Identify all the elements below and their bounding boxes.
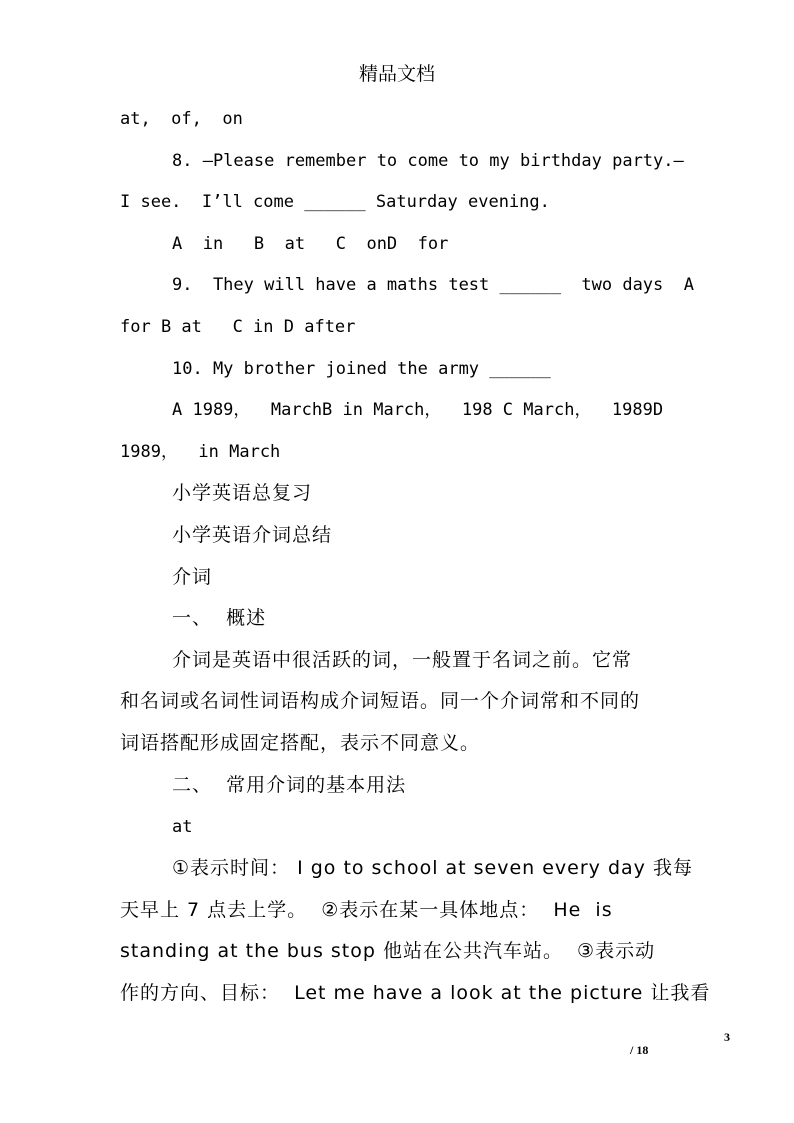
- heading-basic-usage: 二、 常用介词的基本用法: [172, 774, 407, 796]
- text-line-2: 8. –Please remember to come to my birthday party.–: [172, 151, 684, 171]
- heading-overview: 一、 概述: [172, 607, 267, 629]
- page-header-title: 精品文档: [358, 63, 435, 85]
- paragraph-line-2: 和名词或名词性词语构成介词短语。同一个介词常和不同的: [120, 690, 641, 712]
- text-line-7: 10. My brother joined the army ______: [172, 359, 551, 379]
- usage-line-1: ①表示时间： I go to school at seven every day 我每: [172, 857, 693, 879]
- text-line-4: A in B at C onD for: [172, 234, 449, 254]
- paragraph-line-3: 词语搭配形成固定搭配，表示不同意义。: [120, 732, 481, 754]
- text-line-5: 9. They will have a maths test ______ two days A: [172, 275, 694, 295]
- text-line-3: I see. I’ll come ______ Saturday evening.: [120, 192, 550, 212]
- section-title-prepositions: 介词: [172, 566, 213, 588]
- section-title-review: 小学英语总复习: [172, 482, 313, 504]
- text-line-6: for B at C in D after: [120, 317, 356, 337]
- paragraph-line-1: 介词是英语中很活跃的词，一般置于名词之前。它常: [172, 649, 633, 671]
- section-title-summary: 小学英语介词总结: [172, 524, 333, 546]
- text-line-8: A 1989， MarchB in March， 198 C March， 1989D: [172, 400, 664, 420]
- text-line-9: 1989， in March: [120, 442, 281, 462]
- page-total: / 18: [630, 1043, 649, 1057]
- page-number: 3: [724, 1030, 730, 1044]
- usage-line-4: 作的方向、目标： Let me have a look at the picture 让我看: [120, 982, 711, 1004]
- usage-line-3: standing at the bus stop 他站在公共汽车站。 ③表示动: [120, 940, 656, 962]
- text-line-1: at, of, on: [120, 109, 243, 129]
- term-at: at: [172, 817, 193, 837]
- usage-line-2: 天早上 7 点去上学。 ②表示在某一具体地点： He is: [120, 899, 613, 921]
